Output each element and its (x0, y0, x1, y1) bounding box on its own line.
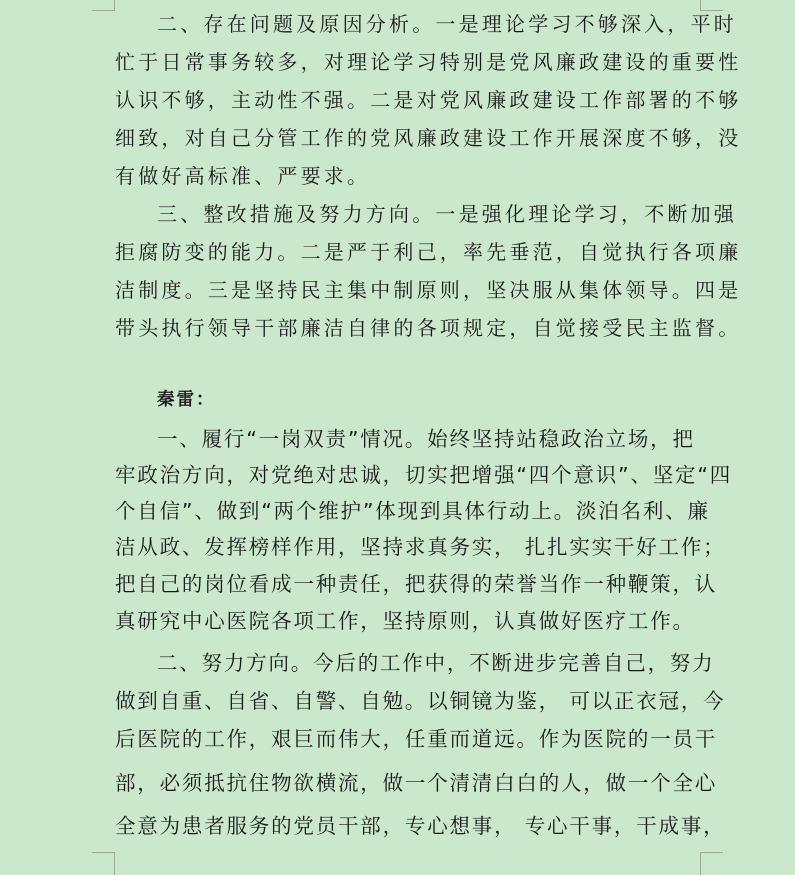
text-line: 做到自重、自省、自警、自勉。以铜镜为鉴， 可以正衣冠，今 (115, 689, 726, 713)
text-line: 洁制度。三是坚持民主集中制原则，坚决服从集体领导。四是 (115, 278, 742, 302)
text-line: 把自己的岗位看成一种责任，把获得的荣誉当作一种鞭策，认 (115, 572, 718, 596)
text-line: 真研究中心医院各项工作，坚持原则，认真做好医疗工作。 (115, 609, 695, 633)
text-line: 三、整改措施及努力方向。一是强化理论学习，不断加强 (157, 202, 737, 226)
text-line: 后医院的工作，艰巨而伟大，任重而道远。作为医院的一员干 (115, 727, 718, 751)
text-line: 部，必须抵抗住物欲横流，做一个清清白白的人，做一个全心 (115, 771, 718, 795)
text-line: 二、努力方向。今后的工作中，不断进步完善自己，努力 (157, 651, 715, 675)
speaker-heading: 秦雷： (157, 390, 216, 410)
crop-mark-bottom-left (92, 852, 115, 875)
text-line: 全意为患者服务的党员干部，专心想事， 专心干事，干成事， (115, 814, 726, 838)
text-line: 一、履行“一岗双责”情况。始终坚持站稳政治立场，把 (157, 427, 695, 451)
text-line: 带头执行领导干部廉洁自律的各项规定，自觉接受民主监督。 (115, 316, 742, 340)
text-line: 二、存在问题及原因分析。一是理论学习不够深入，平时 (157, 12, 737, 36)
text-line: 拒腐防变的能力。二是严于利己，率先垂范，自觉执行各项廉 (115, 240, 742, 264)
text-line: 个自信”、做到“两个维护”体现到具体行动上。淡泊名利、廉 (115, 499, 710, 523)
text-line: 牢政治方向，对党绝对忠诚，切实把增强“四个意识”、坚定“四 (115, 463, 733, 487)
text-line: 细致，对自己分管工作的党风廉政建设工作开展深度不够，没 (115, 126, 742, 150)
text-line: 忙于日常事务较多，对理论学习特别是党风廉政建设的重要性 (115, 50, 742, 74)
text-line: 洁从政、发挥榜样作用，坚持求真务实， 扎扎实实干好工作； (115, 535, 726, 559)
crop-mark-bottom-right (700, 852, 723, 875)
text-line: 认识不够，主动性不强。二是对党风廉政建设工作部署的不够 (115, 88, 742, 112)
text-line: 有做好高标准、严要求。 (115, 164, 371, 188)
crop-mark-top-left (92, 0, 115, 11)
